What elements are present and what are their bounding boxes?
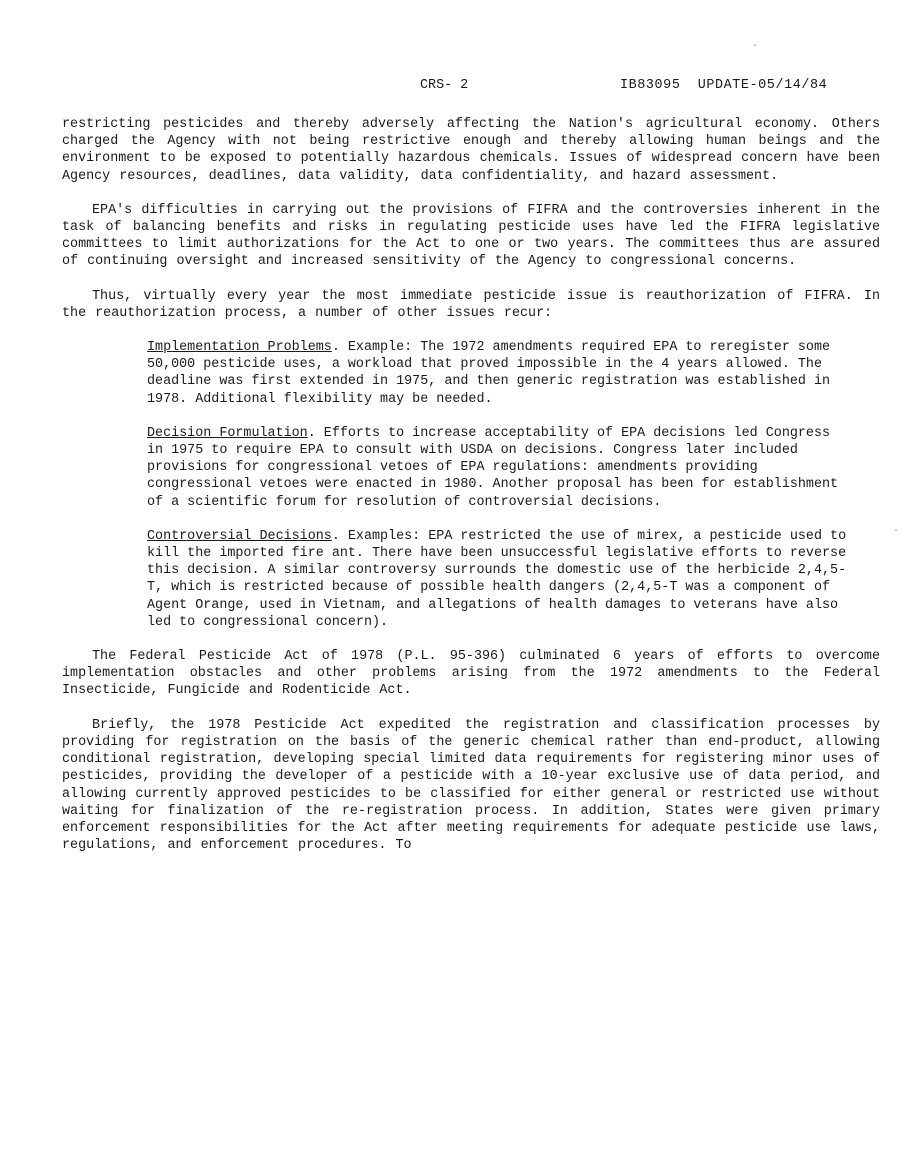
paragraph-text: EPA's difficulties in carrying out the provisions of FIFRA and the controversies inherent in the task of balancing benefits and risks in regulating pesticide uses have led the FIFRA legislative committees to limit authorizations for the Act to one or two years. The committees thus are assured of continuing oversight and increased sensitivity of the Agency to congressional concerns. bbox=[62, 202, 880, 270]
scan-speck: · bbox=[752, 41, 759, 52]
issue-controversial-decisions bbox=[147, 528, 847, 631]
page-label: CRS- 2 bbox=[420, 78, 469, 93]
paragraph-text: Briefly, the 1978 Pesticide Act expedited the registration and classification processes by providing for registration on the basis of the generic chemical rather than end-product, allowing conditional registration, developing special limited data requirements for registering minor uses of pesticides, providing the developer of a pesticide with a 10-year exclusive use of data period, and allowing currently approved pesticides to be classified for either general or restricted use without waiting for finalization of the re-registration process. In addition, States were given primary enforcement responsibilities for the Act after meeting requirements for adequate pesticide use laws, regulations, and enforcement procedures. To bbox=[62, 717, 880, 854]
paragraph bbox=[62, 717, 880, 855]
paragraph bbox=[62, 288, 880, 322]
paragraph bbox=[62, 648, 880, 700]
paragraph-text: Thus, virtually every year the most immediate pesticide issue is reauthorization of FIFRA. In the reauthorization process, a number of other issues recur: bbox=[62, 288, 880, 321]
issue-text: . Examples: EPA restricted the use of mirex, a pesticide used to kill the imported fire ant. There have been unsuccessful legislative efforts to reverse this decision. A similar controversy surrounds the domestic use of the herbicide 2,4,5-T, which is restricted because of possible health dangers (2,4,5-T was a component of Agent Orange, used in Vietnam, and allegations of health damages to veterans have also led to congressional concern). bbox=[147, 528, 847, 630]
paragraph-text: The Federal Pesticide Act of 1978 (P.L. 95-396) culminated 6 years of efforts to overcome implementation obstacles and other problems arising from the 1972 amendments to the Federal Insecticide, Fungicide and Rodenticide Act. bbox=[62, 649, 880, 699]
issue-title: Decision Formulation bbox=[147, 425, 308, 441]
paragraph bbox=[62, 202, 880, 271]
document-body bbox=[62, 116, 880, 871]
issue-decision-formulation bbox=[147, 425, 847, 511]
issue-title: Controversial Decisions bbox=[147, 528, 332, 544]
issue-text: . Example: The 1972 amendments required EPA to reregister some 50,000 pesticide uses, a workload that proved impossible in the 4 years allowed. The deadline was first extended in 1975, and then generic registration was established in 1978. Additional flexibility may be needed. bbox=[147, 340, 831, 407]
scan-speck: · bbox=[893, 526, 900, 537]
issue-implementation-problems bbox=[147, 339, 847, 408]
paragraph-continuation: restricting pesticides and thereby adversely affecting the Nation's agricultural economy. Others charged the Agency with not being restrictive enough and thereby allowing human beings and the environment to be exposed to potentially hazardous chemicals. Issues of widespread concern have been Agency resources, deadlines, data validity, data confidentiality, and hazard assessment. bbox=[62, 117, 880, 184]
issue-title: Implementation Problems bbox=[147, 340, 332, 356]
document-id: IB83095 UPDATE-05/14/84 bbox=[620, 78, 828, 93]
page-header bbox=[0, 77, 920, 95]
issue-text: . Efforts to increase acceptability of EPA decisions led Congress in 1975 to require EPA to consult with USDA on decisions. Congress later included provisions for congressional vetoes of EPA regulations: amendments providing congressional vetoes were enacted in 1980. Another proposal has been for establishment of a scientific forum for resolution of controversial decisions. bbox=[147, 425, 839, 510]
